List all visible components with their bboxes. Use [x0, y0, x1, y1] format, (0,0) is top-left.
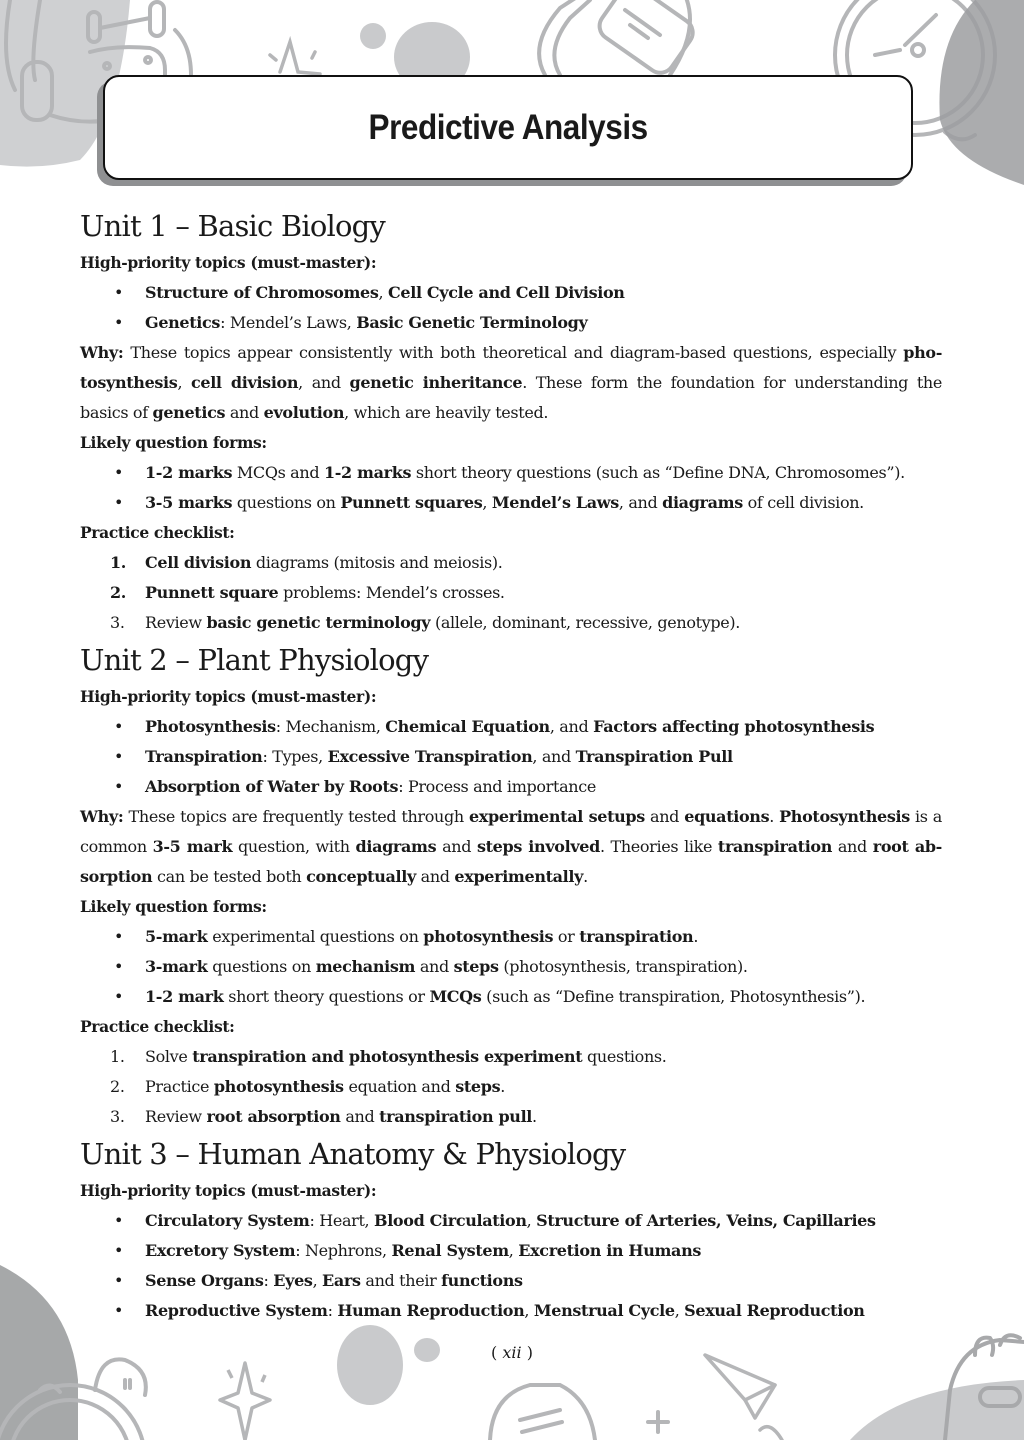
- text-run: (such as “Define transpiration, Photosynthesis”).: [481, 987, 866, 1006]
- text-run: , which are heavily tested.: [344, 403, 549, 422]
- text-run: question, with: [232, 837, 356, 856]
- bold-text-run: experimentally: [454, 867, 584, 886]
- text-run: questions on: [232, 493, 341, 512]
- text-run: ,: [508, 1241, 519, 1260]
- list-item: [80, 1266, 942, 1296]
- bold-text-run: Factors affecting photosynthesis: [593, 717, 875, 736]
- text-run: questions on: [207, 957, 316, 976]
- text-run: . These form the foundation for understanding the basics of: [80, 373, 942, 422]
- bold-text-run: photosynthesis: [213, 1077, 344, 1096]
- text-run: MCQs and: [232, 463, 324, 482]
- text-run: (photosynthesis, transpiration).: [498, 957, 748, 976]
- text-run: questions.: [582, 1047, 667, 1066]
- bold-text-run: transpiration: [579, 927, 694, 946]
- bold-text-run: 1-2 marks: [145, 463, 233, 482]
- text-run: ,: [526, 1211, 537, 1230]
- bold-text-run: photosynthesis: [423, 927, 554, 946]
- top-right-gray-blob: [939, 0, 1024, 185]
- text-run: : Mendel’s Laws,: [220, 313, 357, 332]
- bold-text-run: Excretory System: [145, 1241, 296, 1260]
- bold-text-run: Human Reproduction: [337, 1301, 525, 1320]
- text-run: Review: [145, 613, 207, 632]
- text-run: ,: [482, 493, 492, 512]
- bottom-note-card-illustration: [490, 1385, 595, 1440]
- text-run: and: [436, 837, 477, 856]
- list-item: [80, 952, 942, 982]
- text-run: : Nephrons,: [295, 1241, 392, 1260]
- unit-heading: Unit 2 – Plant Physiology: [80, 643, 429, 677]
- question-forms-label: Likely question forms:: [80, 897, 267, 916]
- text-run: and: [225, 403, 264, 422]
- practice-checklist: [80, 1042, 942, 1132]
- bold-text-run: Cell division: [145, 553, 252, 572]
- bold-text-run: Photosynthesis: [779, 807, 910, 826]
- bold-text-run: Chemical Equation: [385, 717, 550, 736]
- text-run: . Theories like: [599, 837, 718, 856]
- text-run: , and: [298, 373, 350, 392]
- text-run: :: [327, 1301, 338, 1320]
- sparkle-star-illustration: [270, 42, 320, 74]
- paper-plane-illustration: [705, 1355, 782, 1440]
- bold-text-run: transpiration: [717, 837, 833, 856]
- bold-text-run: Basic Genetic Terminology: [356, 313, 588, 332]
- text-run: Practice: [145, 1077, 214, 1096]
- text-run: .: [583, 867, 588, 886]
- text-run: , and: [618, 493, 663, 512]
- bold-text-run: 3-5 marks: [145, 493, 233, 512]
- bold-text-run: experimental setups: [468, 807, 645, 826]
- unit-section-2: [80, 638, 942, 1132]
- bold-text-run: 1-2 mark: [145, 987, 224, 1006]
- bold-text-run: cell division: [190, 373, 299, 392]
- bold-text-run: genetic inheritance: [349, 373, 523, 392]
- item-number: 1.: [110, 1047, 125, 1066]
- item-number: 3.: [110, 1107, 125, 1126]
- text-run: These topics appear consistently with both theoretical and diagram-based questions, especially: [123, 343, 904, 362]
- checklist-item: [80, 1042, 942, 1072]
- why-label: Why:: [80, 343, 124, 362]
- text-run: .: [693, 927, 699, 946]
- bold-text-run: Blood Circulation: [374, 1211, 527, 1230]
- bold-text-run: 3-5 mark: [152, 837, 233, 856]
- page-title: Predictive Analysis: [368, 107, 648, 147]
- list-item: [80, 1206, 942, 1236]
- bold-text-run: MCQs: [429, 987, 482, 1006]
- bold-text-run: Photosynthesis: [145, 717, 276, 736]
- text-run: , and: [549, 717, 594, 736]
- unit-heading: Unit 3 – Human Anatomy & Physiology: [80, 1137, 626, 1171]
- text-run: and their: [360, 1271, 442, 1290]
- why-label: Why:: [80, 807, 124, 826]
- item-number: 2.: [110, 583, 127, 602]
- list-item: [80, 458, 942, 488]
- text-run: short theory questions or: [223, 987, 430, 1006]
- text-run: Review: [145, 1107, 207, 1126]
- text-run: .: [500, 1077, 505, 1096]
- bold-text-run: Sense Organs: [145, 1271, 264, 1290]
- page-number-value: xii: [502, 1343, 522, 1362]
- text-run: of cell division.: [742, 493, 864, 512]
- list-item: [80, 772, 942, 802]
- bold-text-run: Transpiration: [145, 747, 263, 766]
- bold-text-run: mechanism: [315, 957, 416, 976]
- checklist-label: Practice checklist:: [80, 1017, 235, 1036]
- bold-text-run: Excessive Transpiration: [327, 747, 533, 766]
- unit-heading: Unit 1 – Basic Biology: [80, 209, 385, 243]
- high-priority-list: [80, 712, 942, 802]
- text-run: equation and: [343, 1077, 456, 1096]
- bold-text-run: Ears: [322, 1271, 361, 1290]
- text-run: and: [644, 807, 685, 826]
- plus-icon-illustration: [648, 1412, 668, 1432]
- list-item: [80, 742, 942, 772]
- list-item: [80, 278, 942, 308]
- gray-dot: [360, 23, 386, 49]
- text-run: ,: [312, 1271, 323, 1290]
- bold-text-run: transpiration pull: [379, 1107, 533, 1126]
- bold-text-run: Circulatory System: [145, 1211, 310, 1230]
- page-number: ( xii ): [491, 1343, 533, 1362]
- practice-checklist: [80, 548, 942, 638]
- high-priority-label: High-priority topics (must-master):: [80, 687, 377, 706]
- item-number: 1.: [110, 553, 127, 572]
- bold-text-run: Punnett square: [145, 583, 279, 602]
- bold-text-run: steps: [453, 957, 499, 976]
- text-run: can be tested both: [152, 867, 307, 886]
- bold-text-run: Mendel’s Laws: [491, 493, 619, 512]
- bold-text-run: root ab-sorption: [80, 837, 942, 886]
- text-run: ,: [674, 1301, 685, 1320]
- text-run: : Process and importance: [398, 777, 596, 796]
- bold-text-run: steps: [455, 1077, 501, 1096]
- list-item: [80, 1236, 942, 1266]
- text-run: Solve: [145, 1047, 193, 1066]
- bottom-left-clock-illustration: [0, 1359, 146, 1440]
- text-run: problems: Mendel’s crosses.: [278, 583, 505, 602]
- item-number: 2.: [110, 1077, 125, 1096]
- question-forms-list: [80, 922, 942, 1012]
- list-item: [80, 488, 942, 518]
- bold-text-run: basic genetic terminology: [206, 613, 431, 632]
- question-forms-label: Likely question forms:: [80, 433, 267, 452]
- high-priority-label: High-priority topics (must-master):: [80, 253, 377, 272]
- bold-text-run: transpiration and photosynthesis experiment: [192, 1047, 583, 1066]
- bottom-right-gray-blob: [850, 1380, 1024, 1440]
- high-priority-list: [80, 1206, 942, 1326]
- bold-text-run: Renal System: [391, 1241, 509, 1260]
- why-paragraph: [80, 802, 942, 892]
- checklist-item: [80, 1102, 942, 1132]
- bold-text-run: evolution: [263, 403, 345, 422]
- bold-text-run: Reproductive System: [145, 1301, 328, 1320]
- list-item: [80, 308, 942, 338]
- text-run: and: [340, 1107, 380, 1126]
- question-forms-list: [80, 458, 942, 518]
- text-run: : Mechanism,: [275, 717, 386, 736]
- bold-text-run: Sexual Reproduction: [684, 1301, 865, 1320]
- bold-text-run: Excretion in Humans: [518, 1241, 702, 1260]
- text-run: and: [832, 837, 873, 856]
- list-item: [80, 1296, 942, 1326]
- text-run: ,: [524, 1301, 534, 1320]
- why-paragraph: [80, 338, 942, 428]
- checklist-item: [80, 578, 942, 608]
- text-run: or: [553, 927, 580, 946]
- unit-section-3: [80, 1132, 942, 1326]
- high-priority-label: High-priority topics (must-master):: [80, 1181, 377, 1200]
- checklist-item: [80, 608, 942, 638]
- bold-text-run: 1-2 marks: [323, 463, 412, 482]
- text-run: short theory questions (such as “Define DNA, Chromosomes”).: [411, 463, 905, 482]
- checklist-label: Practice checklist:: [80, 523, 235, 542]
- text-run: : Heart,: [309, 1211, 375, 1230]
- text-run: , and: [532, 747, 576, 766]
- bold-text-run: Genetics: [145, 313, 221, 332]
- text-run: :: [263, 1271, 274, 1290]
- bold-text-run: Structure of Chromosomes: [145, 283, 379, 302]
- bold-text-run: root absorption: [206, 1107, 341, 1126]
- list-item: [80, 922, 942, 952]
- bold-text-run: Punnett squares: [340, 493, 483, 512]
- checklist-item: [80, 548, 942, 578]
- bold-text-run: Structure of Arteries, Veins, Capillaries: [536, 1211, 876, 1230]
- text-run: experimental questions on: [207, 927, 424, 946]
- bold-text-run: genetics: [152, 403, 226, 422]
- text-run: : Types,: [262, 747, 328, 766]
- bold-text-run: Cell Cycle and Cell Division: [388, 283, 625, 302]
- title-banner: [103, 75, 913, 180]
- bold-text-run: Transpiration Pull: [575, 747, 733, 766]
- text-run: .: [769, 807, 780, 826]
- unit-section-1: [80, 204, 942, 638]
- bold-text-run: pho-tosynthesis: [80, 343, 942, 392]
- bold-text-run: diagrams: [662, 493, 743, 512]
- text-run: (allele, dominant, recessive, genotype).: [430, 613, 741, 632]
- bottom-gray-blob: [337, 1325, 403, 1405]
- text-run: ,: [177, 373, 191, 392]
- bold-text-run: Menstrual Cycle: [533, 1301, 675, 1320]
- bold-text-run: conceptually: [306, 867, 416, 886]
- bold-text-run: equations: [684, 807, 770, 826]
- bold-text-run: Eyes: [273, 1271, 313, 1290]
- text-run: and: [415, 957, 454, 976]
- high-priority-list: [80, 278, 942, 338]
- text-run: ,: [378, 283, 389, 302]
- page-content: [80, 204, 942, 1326]
- text-run: and: [415, 867, 455, 886]
- bold-text-run: diagrams: [355, 837, 437, 856]
- bottom-sparkle-star-illustration: [220, 1363, 270, 1440]
- text-run: is a common: [80, 807, 942, 856]
- list-item: [80, 712, 942, 742]
- bold-text-run: 5-mark: [145, 927, 208, 946]
- bold-text-run: steps involved: [476, 837, 600, 856]
- item-number: 3.: [110, 613, 125, 632]
- text-run: .: [532, 1107, 537, 1126]
- bold-text-run: 3-mark: [145, 957, 208, 976]
- bold-text-run: functions: [441, 1271, 523, 1290]
- bold-text-run: Absorption of Water by Roots: [145, 777, 399, 796]
- checklist-item: [80, 1072, 942, 1102]
- text-run: These topics are frequently tested through: [123, 807, 469, 826]
- text-run: diagrams (mitosis and meiosis).: [251, 553, 503, 572]
- top-calculator-illustration: [539, 0, 698, 78]
- list-item: [80, 982, 942, 1012]
